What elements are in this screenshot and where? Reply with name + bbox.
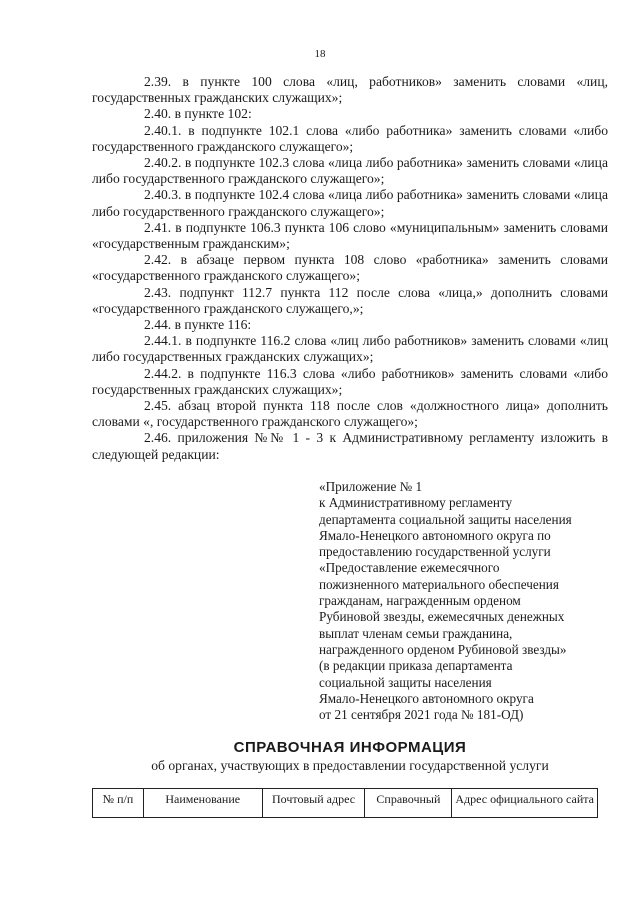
header-cell-postal-address: Почтовый адрес: [262, 789, 365, 818]
header-cell-reference-phone: Справочный: [365, 789, 452, 818]
paragraph-2-40: 2.40. в пункте 102:: [144, 106, 252, 122]
paragraph-2-42: 2.42. в абзаце первом пункта 108 слово «работника» заменить словами «государственного гражданского служащего»;: [92, 252, 608, 284]
appendix-line: социальной защиты населения: [319, 674, 492, 690]
header-cell-name: Наименование: [143, 789, 262, 818]
paragraph-2-45: 2.45. абзац второй пункта 118 после слов «должностного лица» дополнить словами «, государственного гражданского служащего»;: [92, 398, 608, 430]
section-title: СПРАВОЧНАЯ ИНФОРМАЦИЯ: [233, 739, 467, 756]
paragraph-2-40-3: 2.40.3. в подпункте 102.4 слова «лица либо работника» заменить словами «лица либо государственного гражданского служащего»;: [92, 187, 608, 219]
appendix-line: пожизненного материального обеспечения: [319, 576, 559, 592]
appendix-line: «Предоставление ежемесячного: [319, 560, 500, 576]
header-cell-number: № п/п: [93, 789, 144, 818]
paragraph-2-40-2: 2.40.2. в подпункте 102.3 слова «лица либо работника» заменить словами «лица либо государственного гражданского служащего»;: [92, 155, 608, 187]
section-subtitle: об органах, участвующих в предоставлении государственной услуги: [151, 758, 549, 773]
appendix-line: департамента социальной защиты населения: [319, 511, 572, 527]
appendix-line: Ямало-Ненецкого автономного округа по: [319, 527, 551, 543]
appendix-line: от 21 сентября 2021 года № 181-ОД): [319, 707, 524, 723]
amendments-text: [92, 74, 608, 463]
appendix-line: Рубиновой звезды, ежемесячных денежных: [319, 609, 565, 625]
paragraph-2-41: 2.41. в подпункте 106.3 пункта 106 слово «муниципальным» заменить словами «государственным гражданским»;: [92, 219, 608, 252]
paragraph-2-40-1: 2.40.1. в подпункте 102.1 слова «либо работника» заменить словами «либо государственного гражданского служащего»;: [92, 122, 608, 154]
appendix-line: (в редакции приказа департамента: [319, 658, 513, 674]
header-cell-website: Адрес официального сайта: [452, 789, 598, 818]
appendix-line: Ямало-Ненецкого автономного округа: [319, 690, 534, 706]
appendix-line: предоставлению государственной услуги: [319, 544, 551, 560]
appendix-header-block: [319, 479, 609, 723]
paragraph-2-39: 2.39. в пункте 100 слова «лиц, работников» заменить словами «лиц, государственных гражданских служащих»;: [92, 74, 608, 106]
appendix-line: выплат членам семьи гражданина,: [319, 625, 513, 641]
appendix-line: к Административному регламенту: [319, 495, 513, 511]
page-number: 18: [314, 48, 326, 60]
appendix-line: награжденного орденом Рубиновой звезды»: [319, 641, 567, 657]
appendix-line: «Приложение № 1: [319, 479, 423, 494]
paragraph-2-44: 2.44. в пункте 116:: [144, 317, 252, 333]
paragraph-2-44-2: 2.44.2. в подпункте 116.3 слова «либо работников» заменить словами «либо государственных гражданских служащих»;: [92, 365, 608, 397]
reference-table: [92, 788, 598, 818]
paragraph-2-46: 2.46. приложения №№ 1 - 3 к Административному регламенту изложить в следующей редакции:: [92, 430, 608, 462]
paragraph-2-44-1: 2.44.1. в подпункте 116.2 слова «лиц либо работников» заменить словами «лиц либо государственных гражданских служащих»;: [92, 333, 608, 365]
appendix-line: гражданам, награжденным орденом: [319, 593, 521, 609]
paragraph-2-43: 2.43. подпункт 112.7 пункта 112 после слова «лица,» дополнить словами «государственного гражданского служащего,»;: [92, 284, 608, 316]
table-header-row: [93, 789, 598, 818]
